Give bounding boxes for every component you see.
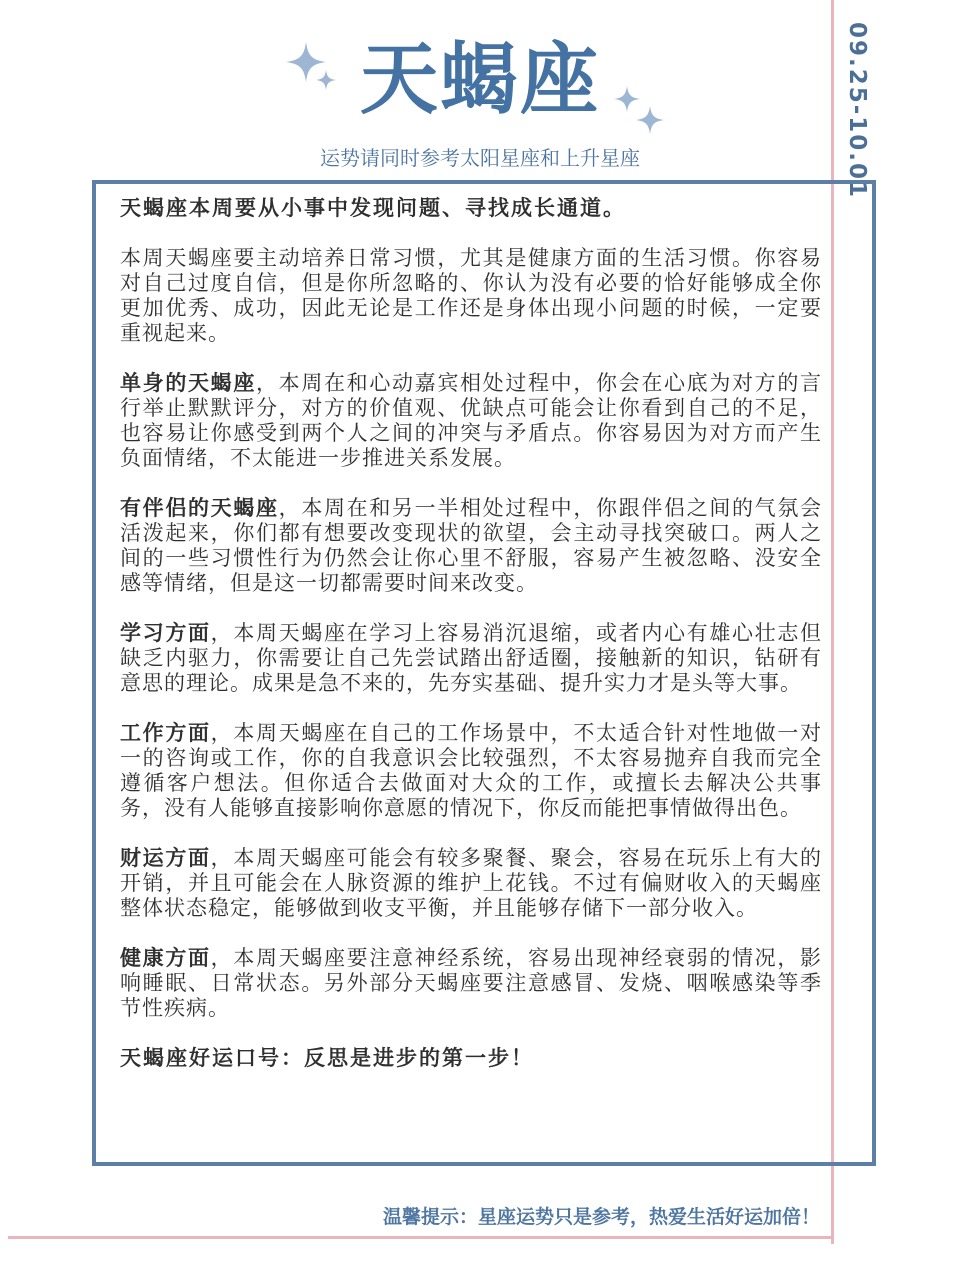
section-text: ，本周天蝎座要注意神经系统，容易出现神经衰弱的情况，影响睡眠、日常状态。另外部分天蝎座要注意感冒、发烧、咽喉感染等季节性疾病。 [120,946,823,1020]
section-text: ，本周天蝎座可能会有较多聚餐、聚会，容易在玩乐上有大的开销，并且可能会在人脉资源的维护上花钱。不过有偏财收入的天蝎座整体状态稳定，能够做到收支平衡，并且能够存储下一部分收入。 [120,846,823,920]
section-label: 单身的天蝎座 [120,371,256,395]
footer-tip: 温馨提示：星座运势只是参考，热爱生活好运加倍！ [382,1206,820,1228]
section-single [120,371,822,471]
pink-horizontal-line [8,1236,834,1239]
section-wealth [120,846,822,921]
section-text: ，本周天蝎座在自己的工作场景中，不太适合针对性地做一对一的咨询或工作，你的自我意识会比较强烈，不太容易抛弃自我而完全遵循客户想法。但你适合去做面对大众的工作，或擅长去解决公共事务，没有人能够直接影响你意愿的情况下，你反而能把事情做得出色。 [120,721,823,820]
section-label: 工作方面 [120,721,211,745]
intro-paragraph: 本周天蝎座要主动培养日常习惯，尤其是健康方面的生活习惯。你容易对自己过度自信，但是你所忽略的、你认为没有必要的恰好能够成全你更加优秀、成功，因此无论是工作还是身体出现小问题的时候，一定要重视起来。 [120,246,822,345]
section-label: 有伴侣的天蝎座 [120,496,279,520]
section-health [120,946,822,1021]
headline: 天蝎座本周要从小事中发现问题、寻找成长通道。 [120,196,626,220]
sparkle-star-icon [636,106,664,134]
section-label: 财运方面 [120,846,211,870]
page-title: 天蝎座 [359,35,600,125]
section-partnered [120,496,822,596]
section-text: ，本周在和另一半相处过程中，你跟伴侣之间的气氛会活泼起来，你们都有想要改变现状的欲望，会主动寻找突破口。两人之间的一些习惯性行为仍然会让你心里不舒服，容易产生被忽略、没安全感等情绪，但是这一切都需要时间来改变。 [120,496,823,595]
section-text: ，本周天蝎座在学习上容易消沉退缩，或者内心有雄心壮志但缺乏内驱力，你需要让自己先尝试踏出舒适圈，接触新的知识，钻研有意思的理论。成果是急不来的，先夯实基础、提升实力才是头等大事。 [120,621,823,695]
section-label: 学习方面 [120,621,211,645]
section-work [120,721,822,821]
section-text: ，本周在和心动嘉宾相处过程中，你会在心底为对方的言行举止默默评分，对方的价值观、优缺点可能会让你看到自己的不足，也容易让你感受到两个人之间的冲突与矛盾点。你容易因为对方而产生负面情绪，不太能进一步推进关系发展。 [120,371,822,470]
date-range: 09.25-10.01 [844,22,870,200]
section-study [120,621,822,696]
page-subtitle: 运势请同时参考太阳星座和上升星座 [320,146,640,170]
lucky-slogan: 天蝎座好运口号：反思是进步的第一步！ [120,1046,534,1070]
section-label: 健康方面 [120,946,211,970]
horoscope-content [120,196,822,1096]
